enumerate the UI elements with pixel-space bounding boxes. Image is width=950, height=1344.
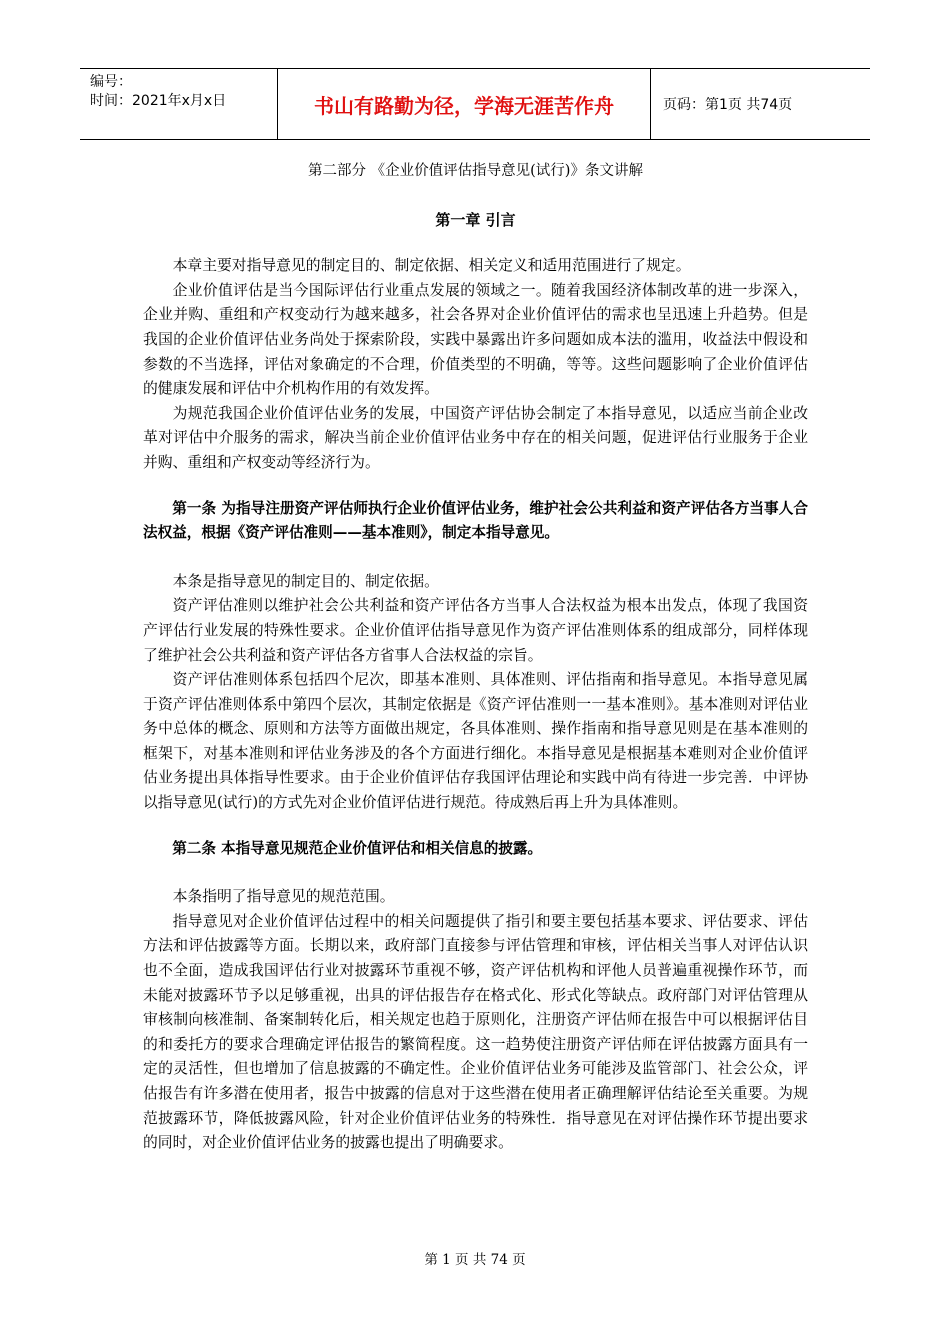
header-page-info: 页码：第1页 共74页 (663, 97, 793, 113)
paragraph: 资产评估准则体系包括四个尼次，即基本准则、具体准则、评估指南和指导意见。本指导意见属于资产评估准则体系中第四个层次，其制定依据是《资产评估准则一一基本准则》。基本准则对评估业务中总体的概念、原则和方法等方面做出规定，各具体准则、操作指南和指导意见则是在基本准则的框架下，对基本准则和评估业务涉及的各个方面进行细化。本指导意见是根据基本难则对企业价值评估业务提出具体指导性要求。由于企业价值评估存我国评估理论和实践中尚有待进一步完善．中评协以指导意见(试行)的方式先对企业价值评估进行规范。待成熟后再上升为具体准则。 (143, 671, 808, 812)
paragraph: 企业价值评估是当今国际评估行业重点发展的领域之一。随着我国经济体制改革的进一步深入，企业并购、重组和产权变动行为越来越多，社会各界对企业价值评估的需求也呈迅速上升趋势。但是我国的企业价值评估业务尚处于探索阶段，实践中暴露出许多问题如成本法的滥用，收益法中假设和参数的不当选择，评估对象确定的不合理，价值类型的不明确，等等。这些问题影响了企业价值评估的健康发展和评估中介机构作用的有效发挥。 (143, 281, 808, 398)
article-heading: 第一条 为指导注册资产评估师执行企业价值评估业务，维护社会公共利益和资产评估各方当事人合法权益，根据《资产评估准则——基本准则》，制定本指导意见。 (143, 499, 808, 542)
document-title: 第二部分 《企业价值评估指导意见(试行)》条文讲解 (308, 163, 643, 179)
chapter-heading: 第一章 引言 (435, 210, 516, 229)
paragraph: 资产评估准则以维护社会公共利益和资产评估各方当事人合法权益为根本出发点，体现了我国资产评估行业发展的特殊性要求。企业价值评估指导意见作为资产评估准则体系的组成部分，同样体现了维护社会公共利益和资产评估各方省事人合法权益的宗旨。 (143, 597, 808, 664)
document-body (143, 155, 808, 1156)
header-motto: 书山有路勤为径，学海无涯苦作舟 (278, 69, 651, 139)
paragraph: 本条是指导意见的制定目的、制定依据。 (172, 572, 439, 590)
time-label: 时间：2021年x月x日 (90, 93, 227, 109)
header-meta (80, 69, 278, 139)
paragraph: 指导意见对企业价值评估过程中的相关问题提供了指引和要主要包括基本要求、评估要求、评估方法和评估披露等方面。长期以来，政府部门直接参与评估管理和审核，评估相关当事人对评估认识也不全面，造成我国评估行业对披露环节重视不够，资产评估机构和评他人员普遍重视操作环节，而未能对披露环节予以足够重视，出具的评估报告存在格式化、形式化等缺点。政府部门对评估管理从审核制向核准制、备案制转化后，相关规定也趋于原则化，注册资产评估师在报告中可以根据评估目的和委托方的要求合理确定评估报告的繁简程度。这一趋势使注册资产评估师在评估披露方面具有一定的灵活性，但也增加了信息披露的不确定性。企业价值评估业务可能涉及监管部门、社会公众，评估报告有许多潜在使用者，报告中披露的信息对于这些潜在使用者正确理解评估结论至关重要。为规范披露环节，降低披露风险，针对企业价值评估业务的特殊性．指导意见在对评估操作环节提出要求的同时，对企业价值评估业务的披露也提出了明确要求。 (143, 912, 808, 1152)
paragraph: 为规范我国企业价值评估业务的发展，中国资产评估协会制定了本指导意见，以适应当前企业改革对评估中介服务的需求，解决当前企业价值评估业务中存在的相关问题，促进评估行业服务于企业并购、重组和产权变动等经济行为。 (143, 404, 808, 471)
article-heading: 第二条 本指导意见规范企业价值评估和相关信息的披露。 (172, 839, 543, 857)
number-label: 编号： (90, 74, 132, 90)
paragraph: 本章主要对指导意见的制定目的、制定依据、相关定义和适用范围进行了规定。 (172, 257, 691, 275)
header-bar (80, 68, 870, 140)
paragraph: 本条指明了指导意见的规范范围。 (172, 888, 395, 906)
page-footer: 第 1 页 共 74 页 (424, 1252, 526, 1268)
